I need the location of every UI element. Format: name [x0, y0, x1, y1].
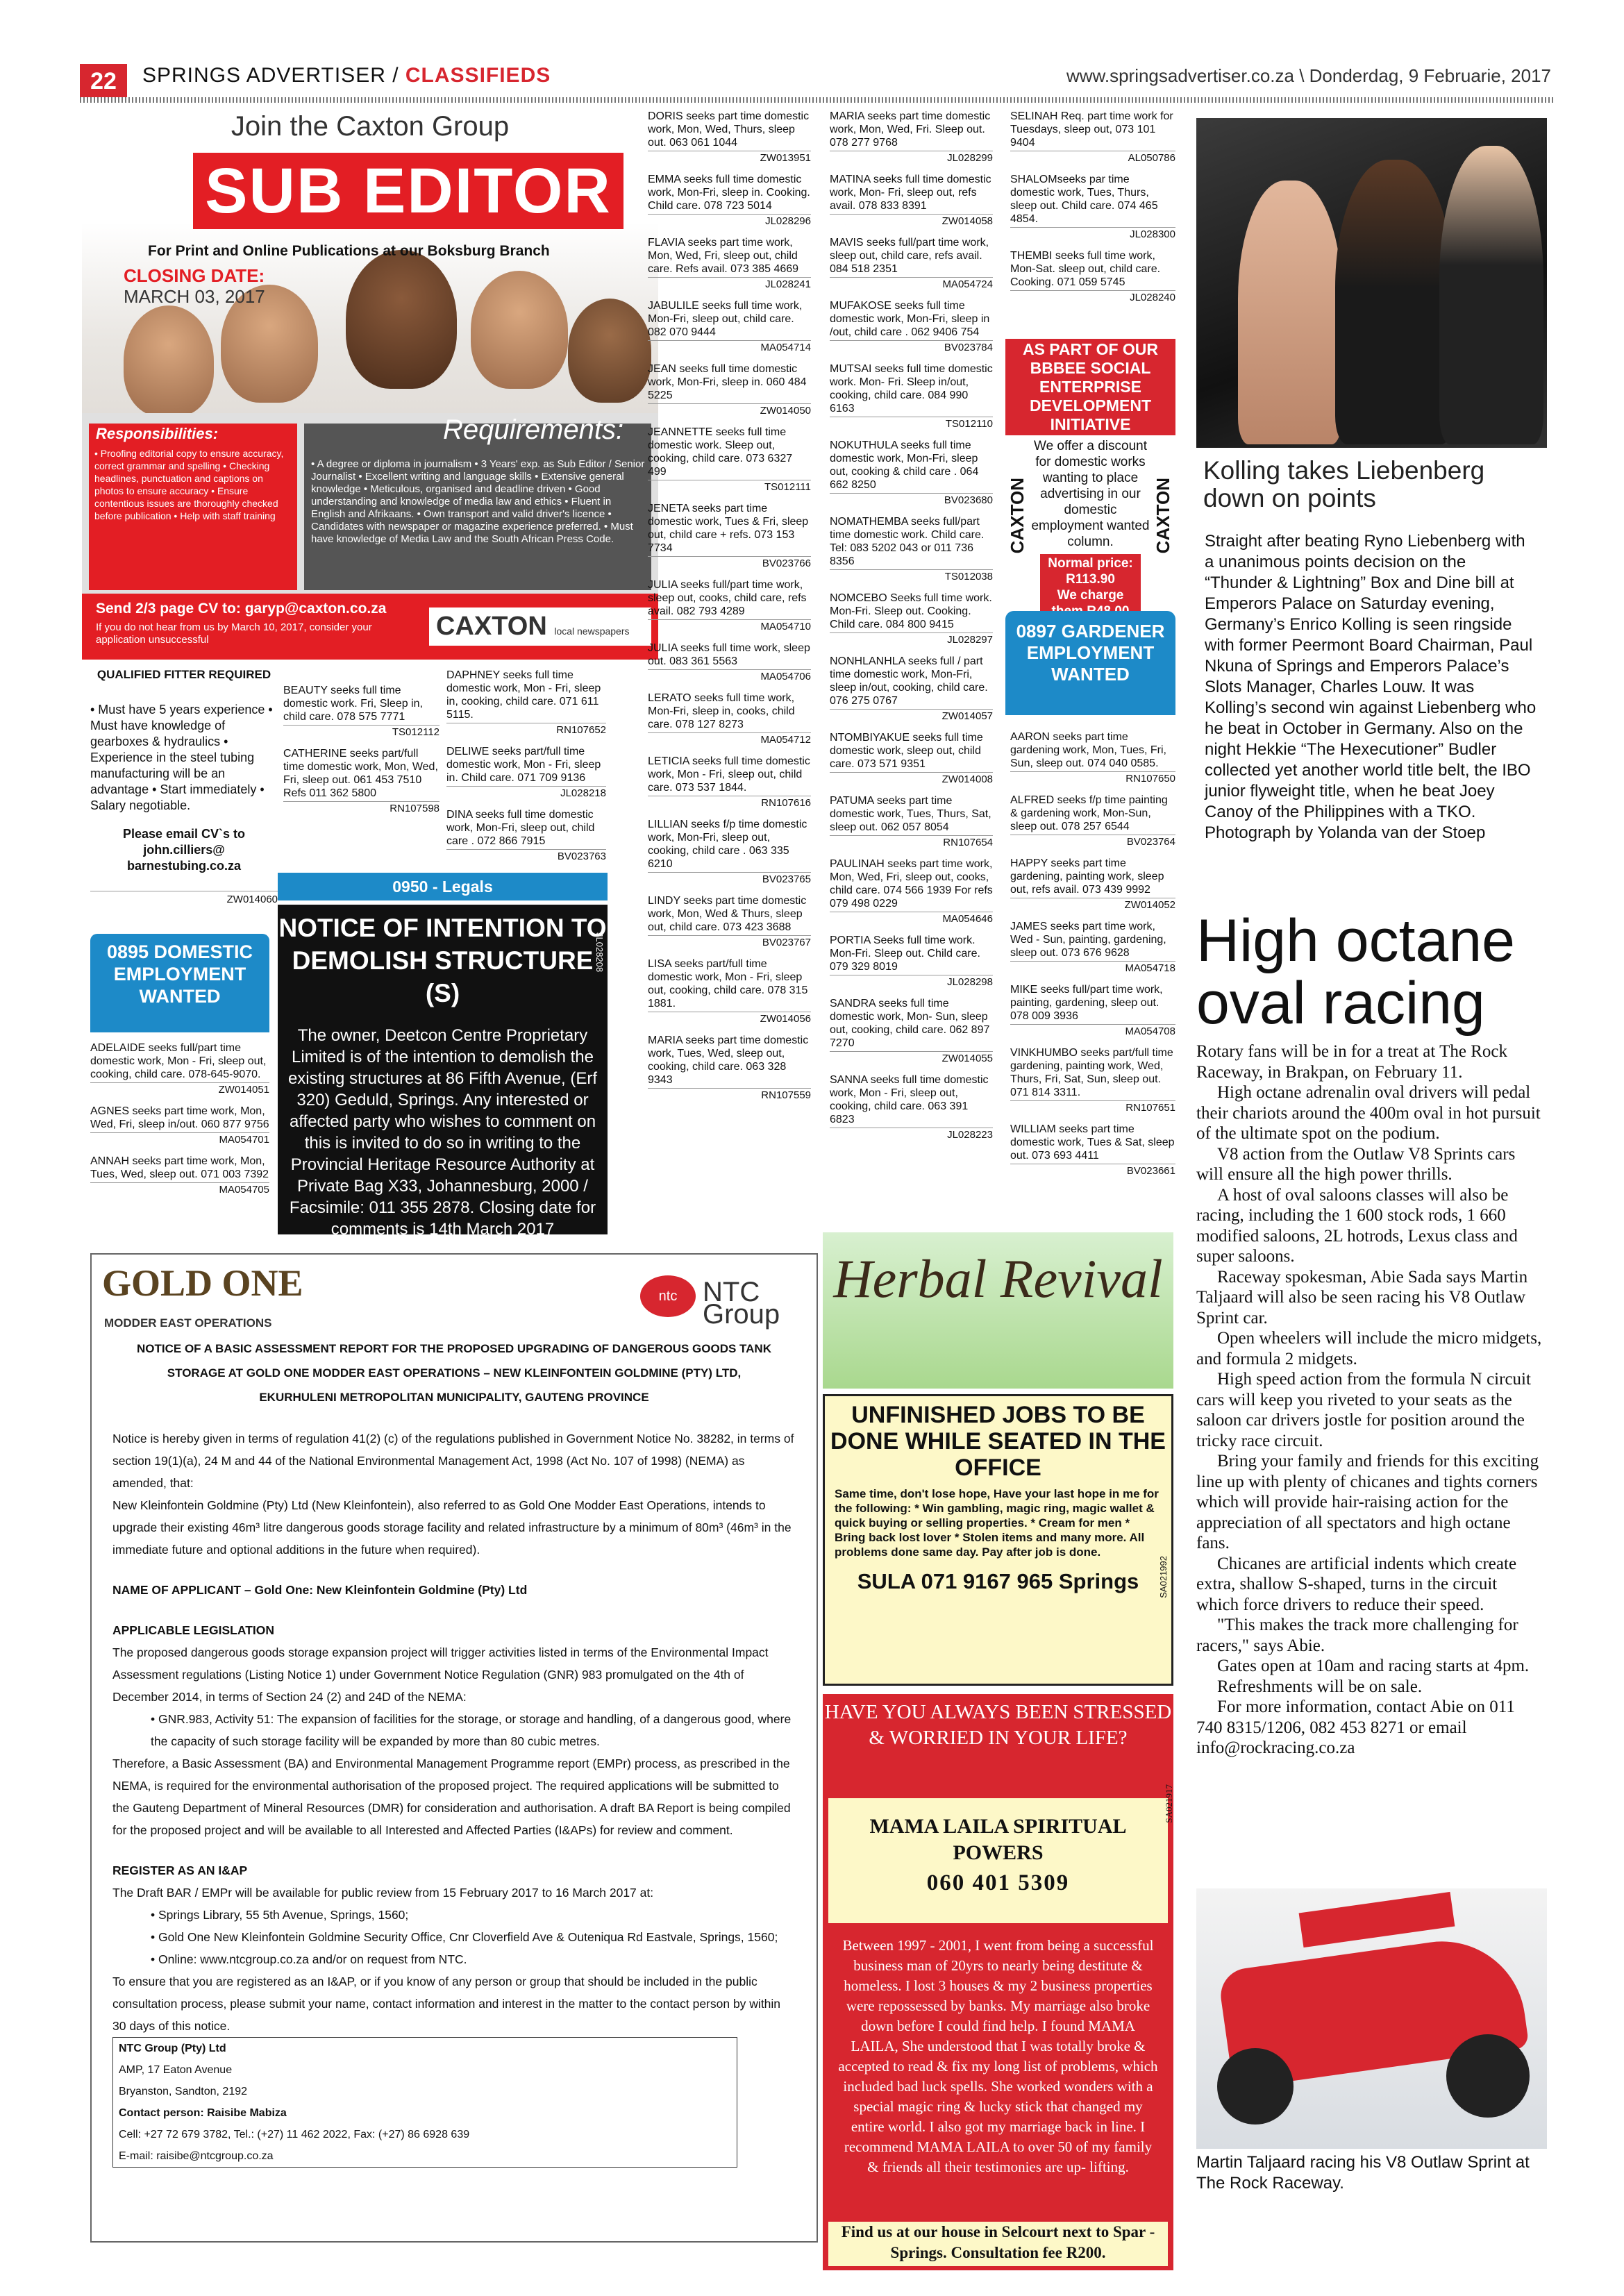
classified-entry [830, 515, 993, 583]
entry-text: VINKHUMBO seeks part/full time gardening, painting work, Wed, Thurs, Fri, Sat, Sun, sleep out. 071 814 3311. [1010, 1047, 1173, 1098]
entry-ref: RN107616 [648, 796, 811, 810]
entry-text: MUFAKOSE seeks full time domestic work, Mon-Fri, sleep in /out, child care . 062 9406 754 [830, 300, 990, 338]
classified-entry [1010, 1046, 1175, 1114]
caxton-side-left: CAXTON [1007, 478, 1028, 554]
entry-ref: AL050786 [1010, 151, 1175, 165]
entry-text: JULIA seeks full time work, sleep out. 083 361 5563 [648, 642, 810, 667]
entry-ref: JL028240 [1010, 290, 1175, 304]
notice-applicant: NAME OF APPLICANT – Gold One: New Kleinfontein Goldmine (Pty) Ltd [112, 1583, 528, 1597]
classified-entry [830, 439, 993, 507]
send-email[interactable]: Send 2/3 page CV to: garyp@caxton.co.za [96, 601, 387, 617]
classified-entry [648, 578, 811, 633]
entry-ref: MA054646 [830, 912, 993, 925]
entry-ref: ZW014050 [648, 403, 811, 417]
fitter-title: QUALIFIED FITTER REQUIRED [97, 668, 271, 681]
classified-entry [648, 110, 811, 165]
mama-body: Between 1997 - 2001, I went from being a successful business man of 20yrs to nearly being destitute & homeless. I lost 3 houses & my 2 business properties were repossessed by banks. My marriage also broke down before I could find help. I found MAMA LAILA, She understood that I was totally broke & accepted to read & fix my long list of problems, which included bad luck spells. She worked wonders with a special magic ring & lucky stick that changed my entire world. I also got my marriage back in line. I recommend MAMA LAILA to over 50 of my family & friends all their testimonies are up- lifting. [838, 1937, 1158, 2175]
kolling-body: Straight after beating Ryno Liebenberg with a unanimous points decision on the “Thunder & Lightning” Box and Dine bill at Emperors Palace on Saturday evening, Germany’s Enrico Kolling is seen ringside with former Peermont Board Chairman, Paul Nkuna of Springs and Emperors Palace’s Slots Manager, Charles Louw. It was Kolling’s second win against Liebenberg who he beat in October in Germany. Also on the night Hekkie “The Hexecutioner” Budler collected yet another world title belt, the IBO junior flyweight title, when he beat Joey Canoy of the Philippines with a TKO. [1205, 532, 1537, 821]
domestic-col-1 [90, 1041, 269, 1205]
kolling-story [1205, 531, 1538, 844]
entry-ref: BV023765 [648, 872, 811, 886]
classified-entry [1010, 730, 1175, 785]
oval-paragraph: High speed action from the formula N circuit cars will keep you riveted to your seats as the saloon car drivers jostle for position around the tricky race circuit. [1196, 1370, 1531, 1450]
entry-text: DINA seeks full time domestic work, Mon-Fri, sleep out, child care . 072 866 7915 [446, 809, 595, 847]
entry-ref: TS012112 [283, 725, 440, 739]
classified-entry [830, 592, 993, 646]
entry-text: DAPHNEY seeks full time domestic work, Mon - Fri, sleep in, cooking, child care. 071 611 5115. [446, 669, 601, 721]
classified-entry [1010, 983, 1175, 1038]
entry-ref: ZW014052 [1010, 898, 1175, 912]
notice-p6: To ensure that you are registered as an I&AP, or if you know of any person or group that should be included in the public consultation process, please submit your name, contact information and interest in the matter to the contact person by within 30 days of this notice. [112, 1975, 781, 2033]
gold-one-logo: GOLD ONE [102, 1262, 303, 1304]
unfinished-code: SA021992 [1158, 1556, 1169, 1598]
entry-text: SANNA seeks full time domestic work, Mon - Fri, sleep out, cooking, child care. 063 391 6823 [830, 1074, 989, 1125]
entry-text: HAPPY seeks part time gardening, painting work, sleep out, refs avail. 073 439 9992 [1010, 857, 1164, 896]
contact-person: Contact person: Raisibe Mabiza [119, 2107, 287, 2119]
entry-text: LERATO seeks full time work, Mon-Fri, sleep in, cooks, child care. 078 127 8273 [648, 692, 795, 730]
entry-text: MATINA seeks full time domestic work, Mon- Fri, sleep out, refs avail. 078 833 8391 [830, 174, 991, 212]
req-title: Requirements: [443, 414, 624, 445]
entry-text: JENETA seeks part time domestic work, Tues & Fri, sleep out, child care + refs. 073 153 7734 [648, 503, 809, 554]
oval-headline: High octane oval racing [1196, 907, 1515, 1037]
classified-entry [648, 1034, 811, 1102]
entry-text: MUTSAI seeks full time domestic work. Mon- Fri. Sleep in/out, cooking, child care. 084 990 6163 [830, 363, 993, 414]
notice-b3: • Gold One New Kleinfontein Goldmine Security Office, Cnr Cloverfield Ave & Outeniqua Rd Eastvale, Springs, 1560; [151, 1930, 778, 1944]
entry-ref: MA054710 [648, 619, 811, 633]
header-rule [80, 97, 1555, 103]
entry-text: ADELAIDE seeks full/part time domestic work, Mon - Fri, sleep out, cooking, child care. 078-645-9070. [90, 1042, 267, 1080]
entry-ref: MA054708 [1010, 1024, 1175, 1038]
entry-ref: BV023767 [648, 935, 811, 949]
oval-paragraph: A host of oval saloons classes will also be racing, including the 1 600 stock rods, 1 660 modified saloons, 2L hotrods, Lexus class and super saloons. [1196, 1185, 1518, 1266]
entry-ref: JL028218 [446, 786, 606, 800]
req-list: • A degree or diploma in journalism • 3 Years' exp. as Sub Editor / Senior Journalist • Excellent writing and language skills • Extensive general knowledge • Meticulous, organised and deadline driven • Good understanding and knowledge of media law and ethics • Fluent in English and Afrikaans. • Own transport and valid driver's licence • Candidates with newspaper or magazine experience preferred. • Must have knowledge of Media Law and the South African Press Code. [311, 458, 645, 545]
entry-text: LISA seeks part/full time domestic work, Mon - Fri, sleep out, cooking, child care. 078 315 1881. [648, 958, 808, 1009]
entry-text: DORIS seeks part time domestic work, Mon, Wed, Thurs, sleep out. 063 061 1044 [648, 110, 810, 149]
entry-text: SHALOMseeks par time domestic work, Tues, Thurs, sleep out. Child care. 074 465 4854. [1010, 174, 1158, 225]
masthead [142, 64, 551, 87]
oval-paragraph: High octane adrenalin oval drivers will pedal their chariots around the 400m oval in hot pursuit of the ultimate spot on the podium. [1196, 1083, 1541, 1143]
entry-text: MARIA seeks part time domestic work, Tues, Wed, sleep out, cooking, child care. 063 328 9343 [648, 1034, 809, 1086]
classified-entry [1010, 249, 1175, 304]
entry-ref: JL028298 [830, 975, 993, 989]
classified-entry [830, 236, 993, 291]
classified-entry [830, 299, 993, 354]
entry-text: THEMBI seeks full time work, Mon-Sat. sleep out, child care. Cooking. 071 059 5745 [1010, 250, 1161, 288]
entry-text: BEAUTY seeks full time domestic work. Fri, Sleep in, child care. 078 575 7771 [283, 685, 423, 723]
oval-paragraph: Rotary fans will be in for a treat at The Rock Raceway, in Brakpan, on February 11. [1196, 1042, 1508, 1082]
notice-b2: • Springs Library, 55 5th Avenue, Springs, 1560; [151, 1908, 409, 1922]
entry-ref: ZW014055 [830, 1051, 993, 1065]
classified-entry [90, 1155, 269, 1196]
entry-ref: MA054705 [90, 1182, 269, 1196]
entry-ref: RN107650 [1010, 771, 1175, 785]
entry-text: JEANNETTE seeks full time domestic work. Sleep out, cooking, child care. 073 6327 499 [648, 426, 793, 478]
entry-text: ANNAH seeks part time work, Mon, Tues, Wed, sleep out. 071 003 7392 [90, 1155, 269, 1180]
oval-paragraph: Gates open at 10am and racing starts at 4pm. [1217, 1657, 1530, 1675]
entry-text: NOMATHEMBA seeks full/part time domestic work. Child care. Tel: 083 5202 043 or 011 736 8356 [830, 516, 985, 567]
entry-text: JAMES seeks part time work, Wed - Sun, painting, gardening, sleep out. 073 676 9628 [1010, 921, 1166, 959]
mama-title: HAVE YOU ALWAYS BEEN STRESSED & WORRIED IN YOUR LIFE? [824, 1701, 1172, 1749]
notice-reg-title: REGISTER AS AN I&AP [112, 1863, 248, 1877]
entry-ref: MA054714 [648, 340, 811, 354]
notice-p1: Notice is hereby given in terms of regulation 41(2) (c) of the regulations published in Government Notice No. 38282, in terms of section 19(1)(a), 24 M and 44 of the National Environmental Management Act, 1998 (Act No. 107 of 1998) (NEMA) as amended, that: [112, 1432, 794, 1490]
fitter-ref: ZW014060 [90, 891, 278, 907]
notice-p4: Therefore, a Basic Assessment (BA) and Environmental Management Programme report (EMPr) process, as prescribed in the NEMA, is required for the environmental authorisation of the proposed project. The required applications will be submitted to the Gauteng Department of Mineral Resources (DMR) for consideration and authorisation. A draft BA Report is being compiled for the proposed project and will be available to all Interested and Affected Parties (I&APs) for review and comment. [112, 1757, 791, 1837]
entry-text: MARIA seeks part time domestic work, Mon, Wed, Fri. Sleep out. 078 277 9768 [830, 110, 991, 149]
notice-p3: The proposed dangerous goods storage expansion project will trigger activities listed in terms of the Environmental Impact Assessment regulations (Listing Notice 1) under Government Notice Regulation (GNR) 983 promulgated on the 4th of December 2014, in terms of Section 24 (2) and 24D of the NEMA: [112, 1645, 769, 1704]
entry-text: FLAVIA seeks part time work, Mon, Wed, Fri, sleep out, child care. Refs avail. 073 385 4669 [648, 237, 799, 275]
oval-paragraph: "This makes the track more challenging for racers," says Abie. [1196, 1616, 1518, 1655]
classified-entry [830, 655, 993, 723]
mama-laila-ad [823, 1694, 1173, 2270]
domestic-col-5 [1010, 110, 1175, 312]
notice-b4[interactable]: • Online: www.ntcgroup.co.za and/or on request from NTC. [151, 1952, 467, 1966]
classified-entry [830, 794, 993, 849]
classified-entry [446, 745, 606, 800]
entry-ref: MA054712 [648, 732, 811, 746]
fitter-email[interactable]: Please email CV`s to john.cilliers@ barnestubing.co.za [122, 827, 246, 873]
classified-entry [648, 299, 811, 354]
entry-ref: TS012111 [648, 480, 811, 494]
entry-text: WILLIAM seeks part time domestic work, Tues & Sat, sleep out. 073 693 4411 [1010, 1123, 1175, 1162]
kolling-headline: Kolling takes Liebenberg down on points [1203, 456, 1485, 512]
contact-address-2: Bryanston, Sandton, 2192 [119, 2086, 248, 2097]
entry-text: MIKE seeks full/part time work, painting, gardening, sleep out. 078 009 3936 [1010, 984, 1163, 1022]
entry-text: SANDRA seeks full time domestic work, Mon- Sun, sleep out, cooking, child care. 062 897 7270 [830, 998, 990, 1049]
entry-text: NONHLANHLA seeks full / part time domestic work, Mon-Fri, sleep in/out, cooking, child care. 076 275 0767 [830, 655, 988, 707]
entry-text: NTOMBIYAKUE seeks full time domestic work, sleep out, child care. 073 571 9351 [830, 732, 983, 770]
entry-ref: ZW014051 [90, 1082, 269, 1096]
entry-ref: JL028223 [830, 1128, 993, 1141]
classified-entry [830, 857, 993, 925]
section-name: CLASSIFIEDS [405, 64, 551, 87]
resp-title: Responsibilities: [96, 425, 219, 442]
page-number: 22 [80, 64, 127, 99]
unfinished-title: UNFINISHED JOBS TO BE DONE WHILE SEATED IN THE OFFICE [830, 1402, 1166, 1481]
herbal-revival-banner: Herbal Revival [823, 1232, 1173, 1389]
notice-leg-title: APPLICABLE LEGISLATION [112, 1623, 275, 1637]
classified-entry [648, 692, 811, 746]
entry-text: PATUMA seeks part time domestic work, Tues, Thurs, Sat, sleep out. 062 057 8054 [830, 795, 991, 833]
mama-code: SA021917 [1164, 1784, 1174, 1823]
requirements [304, 414, 651, 590]
entry-text: PAULINAH seeks part time work, Mon, Wed, Fri, sleep out, cooks, child care. 074 566 1939 For refs 079 498 0229 [830, 858, 993, 910]
entry-ref: BV023680 [830, 493, 993, 507]
entry-ref: MA054706 [648, 669, 811, 683]
contact-address-1: AMP, 17 Eaton Avenue [119, 2064, 233, 2076]
resp-list: • Proofing editorial copy to ensure accuracy, correct grammar and spelling • Checking headlines, punctuation and captions on photos to ensure accuracy • Ensure contentious issues are thoroughly checked before publication • Help with staff training [94, 448, 284, 521]
ntc-icon: ntc [640, 1275, 696, 1317]
entry-ref: JL028296 [648, 214, 811, 228]
oval-paragraph: Raceway spokesman, Abie Sada says Martin Taljaard will also be seen racing his V8 Outlaw Sprint car. [1196, 1267, 1528, 1327]
entry-text: NOMCEBO Seeks full time work. Mon-Fri. Sleep out. Cooking. Child care. 084 800 9415 [830, 592, 992, 630]
entry-text: JULIA seeks full/part time work, sleep out, cooks, child care, refs avail. 082 793 4289 [648, 579, 807, 617]
entry-ref: RN107651 [1010, 1100, 1175, 1114]
demolish-notice [278, 905, 608, 1239]
entry-text: LILLIAN seeks f/p time domestic work, Mon-Fri, sleep out, cooking, child care . 063 335 6210 [648, 819, 807, 870]
fitter-ad [90, 667, 278, 907]
race-caption: Martin Taljaard racing his V8 Outlaw Sprint at The Rock Raceway. [1196, 2153, 1530, 2193]
classified-entry [1010, 1123, 1175, 1178]
classified-entry [648, 957, 811, 1025]
paper-name: SPRINGS ADVERTISER / [142, 64, 405, 87]
entry-text: NOKUTHULA seeks full time domestic work, Mon-Fri, sleep out, cooking & child care . 064 662 8250 [830, 439, 979, 491]
entry-text: LINDY seeks part time domestic work, Mon, Wed & Thurs, sleep out, child care. 073 423 3688 [648, 895, 807, 933]
bbbee-normal: Normal price: R113.90 [1048, 556, 1133, 587]
classified-entry [1010, 857, 1175, 912]
entry-ref: JL028300 [1010, 227, 1175, 241]
send-note: If you do not hear from us by March 10, 2017, consider your application unsuccessful [96, 621, 372, 646]
bbbee-title: AS PART OF OUR BBBEE SOCIAL ENTERPRISE DEVELOPMENT INITIATIVE [1005, 339, 1175, 435]
contact-company: NTC Group (Pty) Ltd [119, 2043, 226, 2054]
mama-box [828, 1798, 1168, 1923]
entry-ref: MA054718 [1010, 961, 1175, 975]
classified-entry [648, 362, 811, 417]
classified-entry [1010, 794, 1175, 848]
classified-entry [1010, 173, 1175, 241]
boxing-photo [1196, 118, 1547, 448]
closing-label: CLOSING DATE: [124, 265, 265, 286]
entry-text: JEAN seeks full time domestic work, Mon-Fri, sleep in. 060 484 5225 [648, 363, 807, 401]
sub-editor-ad [82, 104, 658, 660]
entry-ref: RN107559 [648, 1088, 811, 1102]
classified-entry [90, 1105, 269, 1146]
classified-entry [1010, 110, 1175, 165]
entry-text: JABULILE seeks full time work, Mon-Fri, sleep out, child care. 082 070 9444 [648, 300, 803, 338]
entry-ref: TS012110 [830, 417, 993, 430]
mama-phone: 060 401 5309 [926, 1870, 1070, 1895]
classified-entry [648, 818, 811, 886]
ntc-logo: NTC Group [703, 1277, 780, 1330]
oval-paragraph: Chicanes are artificial indents which create extra, shallow S-shaped, turns in the circuit which force drivers to reduce their speed. [1196, 1554, 1517, 1614]
job-title: SUB EDITOR [193, 153, 623, 229]
entry-ref: ZW014058 [830, 214, 993, 228]
notice-contact [112, 2037, 737, 2168]
entry-text: LETICIA seeks full time domestic work, Mon - Fri, sleep out, child care. 073 537 1844. [648, 755, 810, 794]
gold-one-notice [90, 1253, 818, 2243]
bbbee-charge: We charge [1057, 588, 1124, 603]
entry-ref: RN107654 [830, 835, 993, 849]
url-date: www.springsadvertiser.co.za \ Donderdag, 9 Februarie, 2017 [1066, 65, 1551, 86]
kolling-photo-credit: Photograph by Yolanda van der Stoep [1205, 823, 1486, 842]
legals-header: 0950 - Legals [278, 873, 608, 900]
entry-ref: RN107652 [446, 723, 606, 737]
closing-date: MARCH 03, 2017 [124, 286, 265, 307]
entry-ref: JL028297 [830, 632, 993, 646]
classified-entry [283, 684, 440, 739]
domestic-col-2a [283, 684, 440, 823]
entry-text: MAVIS seeks full/part time work, sleep out, child care, refs avail. 084 518 2351 [830, 237, 989, 275]
classified-entry [283, 747, 440, 815]
bbbee-body: We offer a discount for domestic works wanting to place advertising in our domestic employment wanted column. [1031, 439, 1150, 549]
demolish-code: JL028208 [594, 932, 605, 973]
classified-entry [446, 808, 606, 863]
mama-name: MAMA LAILA SPIRITUAL POWERS [869, 1815, 1127, 1864]
classified-entry [90, 1041, 269, 1096]
classified-entry [830, 731, 993, 786]
classified-entry [830, 1073, 993, 1141]
gardener-col [1010, 730, 1175, 1186]
entry-ref: ZW014008 [830, 772, 993, 786]
classified-entry [648, 173, 811, 228]
notice-p5: The Draft BAR / EMPr will be available for public review from 15 February 2017 to 16 March 2017 at: [112, 1886, 654, 1900]
classified-entry [1010, 920, 1175, 975]
responsibilities [89, 424, 297, 590]
fitter-lines: • Must have 5 years experience • Must have knowledge of gearboxes & hydraulics • Experience in the steel tubing manufacturing will be an advantage • Start immediately • Salary negotiable. [90, 703, 273, 812]
classified-entry [648, 755, 811, 810]
entry-text: CATHERINE seeks part/full time domestic work, Mon, Wed, Fri, sleep out. 061 453 7510 Refs 011 362 5800 [283, 748, 438, 799]
entry-ref: JL028241 [648, 277, 811, 291]
classified-entry [830, 362, 993, 430]
entry-text: DELIWE seeks part/full time domestic work, Mon - Fri, sleep in. Child care. 071 709 9136 [446, 746, 601, 784]
gardener-header: 0897 GARDENER EMPLOYMENT WANTED [1005, 611, 1175, 715]
unfinished-phone: SULA 071 9167 965 Springs [857, 1569, 1139, 1593]
classified-entry [648, 426, 811, 494]
entry-ref: BV023766 [648, 556, 811, 570]
caxton-side-right: CAXTON [1153, 478, 1173, 554]
classified-entry [648, 502, 811, 570]
entry-text: ALFRED seeks f/p time painting & gardening work, Mon-Sun, sleep out. 078 257 6544 [1010, 794, 1168, 832]
entry-ref: MA054724 [830, 277, 993, 291]
domestic-col-3 [648, 110, 811, 1110]
classified-entry [830, 110, 993, 165]
entry-ref: ZW014057 [830, 709, 993, 723]
entry-ref: ZW013951 [648, 151, 811, 165]
classified-entry [830, 997, 993, 1065]
domestic-col-2b [446, 669, 606, 871]
notice-b1: • GNR.983, Activity 51: The expansion of facilities for the storage, or storage and handling, of a dangerous good, where the capacity of such storage facility will be expanded by more than 80 cubic metres. [151, 1712, 792, 1748]
mama-footer: Find us at our house in Selcourt next to Spar - Springs. Consultation fee R200. [828, 2222, 1168, 2266]
entry-ref: TS012038 [830, 569, 993, 583]
bbbee-ad [1005, 339, 1175, 610]
classified-entry [830, 934, 993, 989]
unfinished-jobs-ad [823, 1394, 1173, 1686]
entry-ref: MA054701 [90, 1132, 269, 1146]
classified-entry [830, 173, 993, 228]
entry-text: SELINAH Req. part time work for Tuesdays, sleep out, 073 101 9404 [1010, 110, 1173, 149]
send-cv [82, 594, 658, 660]
entry-text: EMMA seeks full time domestic work, Mon-Fri, sleep in. Cooking. Child care. 078 723 5014 [648, 174, 810, 212]
contact-email[interactable]: E-mail: raisibe@ntcgroup.co.za [119, 2150, 274, 2162]
classified-entry [648, 236, 811, 291]
entry-ref: JL028299 [830, 151, 993, 165]
gold-one-sub: MODDER EAST OPERATIONS [104, 1316, 272, 1330]
oval-story [1196, 1041, 1543, 1759]
oval-paragraph: Refreshments will be on sale. [1217, 1677, 1423, 1696]
demolish-body: The owner, Deetcon Centre Proprietary Limited is of the intention to demolish the existing structures at 86 Fifth Avenue, (Erf 320) Geduld, Springs. Any interested or affected party who wishes to comment on this is invited to do so in writing to the Provincial Heritage Resource Authority at Private Bag X33, Johannesburg, 2000 / Facsimile: 011 355 2878. Closing date for comments is 14th March 2017 [287, 1026, 598, 1239]
oval-paragraph: For more information, contact Abie on 011 740 8315/1206, 082 453 8271 or email info@rockracing.co.za [1196, 1698, 1515, 1757]
caxton-logo: CAXTON local newspapers [429, 607, 651, 646]
classified-entry [648, 642, 811, 683]
notice-p2: New Kleinfontein Goldmine (Pty) Ltd (New Kleinfontein), also referred to as Gold One Modder East Operations, intends to upgrade their existing 46m³ litre dangerous goods storage facility and related infrastructure by a minimum of 80m³ (46m³ in the immediate future and optional additions in the future when required). [112, 1498, 792, 1557]
join-text: Join the Caxton Group [231, 111, 510, 142]
entry-text: AARON seeks part time gardening work, Mon, Tues, Fri, Sun, sleep out. 074 040 0585. [1010, 731, 1166, 769]
unfinished-body: Same time, don't lose hope, Have your last hope in me for the following: * Win gambling, magic ring, magic wallet & quick buying or selling properties. * Cream for men * Bring back lost lover * Stolen items and many more. All problems done same day. Pay after job is done. [835, 1487, 1159, 1559]
domestic-header: 0895 DOMESTIC EMPLOYMENT WANTED [90, 934, 269, 1032]
entry-text: PORTIA Seeks full time work. Mon-Fri. Sleep out. Child care. 079 329 8019 [830, 935, 980, 973]
notice-heading: NOTICE OF A BASIC ASSESSMENT REPORT FOR THE PROPOSED UPGRADING OF DANGEROUS GOODS TANK STORAGE AT GOLD ONE MODDER EAST OPERATIONS – NEW KLEINFONTEIN GOLDMINE (PTY) LTD, EKURHULENI METROPOLITAN MUNICIPALITY, GAUTENG PROVINCE [137, 1342, 771, 1404]
entry-ref: BV023763 [446, 849, 606, 863]
oval-paragraph: Open wheelers will include the micro midgets, and formula 2 midgets. [1196, 1329, 1542, 1368]
entry-ref: RN107598 [283, 801, 440, 815]
classified-entry [446, 669, 606, 737]
demolish-title: NOTICE OF INTENTION TO DEMOLISH STRUCTURE (S) [278, 914, 607, 1007]
domestic-col-4 [830, 110, 993, 1150]
contact-phone: Cell: +27 72 679 3782, Tel.: (+27) 11 462 2022, Fax: (+27) 86 6928 639 [119, 2129, 470, 2140]
race-car-photo [1196, 1888, 1547, 2149]
oval-paragraph: V8 action from the Outlaw V8 Sprints cars will ensure all the high power thrills. [1196, 1144, 1516, 1184]
classified-entry [648, 894, 811, 949]
oval-paragraph: Bring your family and friends for this exciting line up with plenty of chicanes and tights corners which will provide hair-raising action for the appreciation of all spectators and high octane fans. [1196, 1452, 1539, 1552]
entry-ref: BV023784 [830, 340, 993, 354]
job-subtitle: For Print and Online Publications at our Boksburg Branch [148, 243, 550, 259]
entry-ref: BV023661 [1010, 1164, 1175, 1178]
entry-text: AGNES seeks part time work, Mon, Wed, Fri, sleep in/out. 060 877 9756 [90, 1105, 269, 1130]
entry-ref: BV023764 [1010, 835, 1175, 848]
entry-ref: ZW014056 [648, 1012, 811, 1025]
